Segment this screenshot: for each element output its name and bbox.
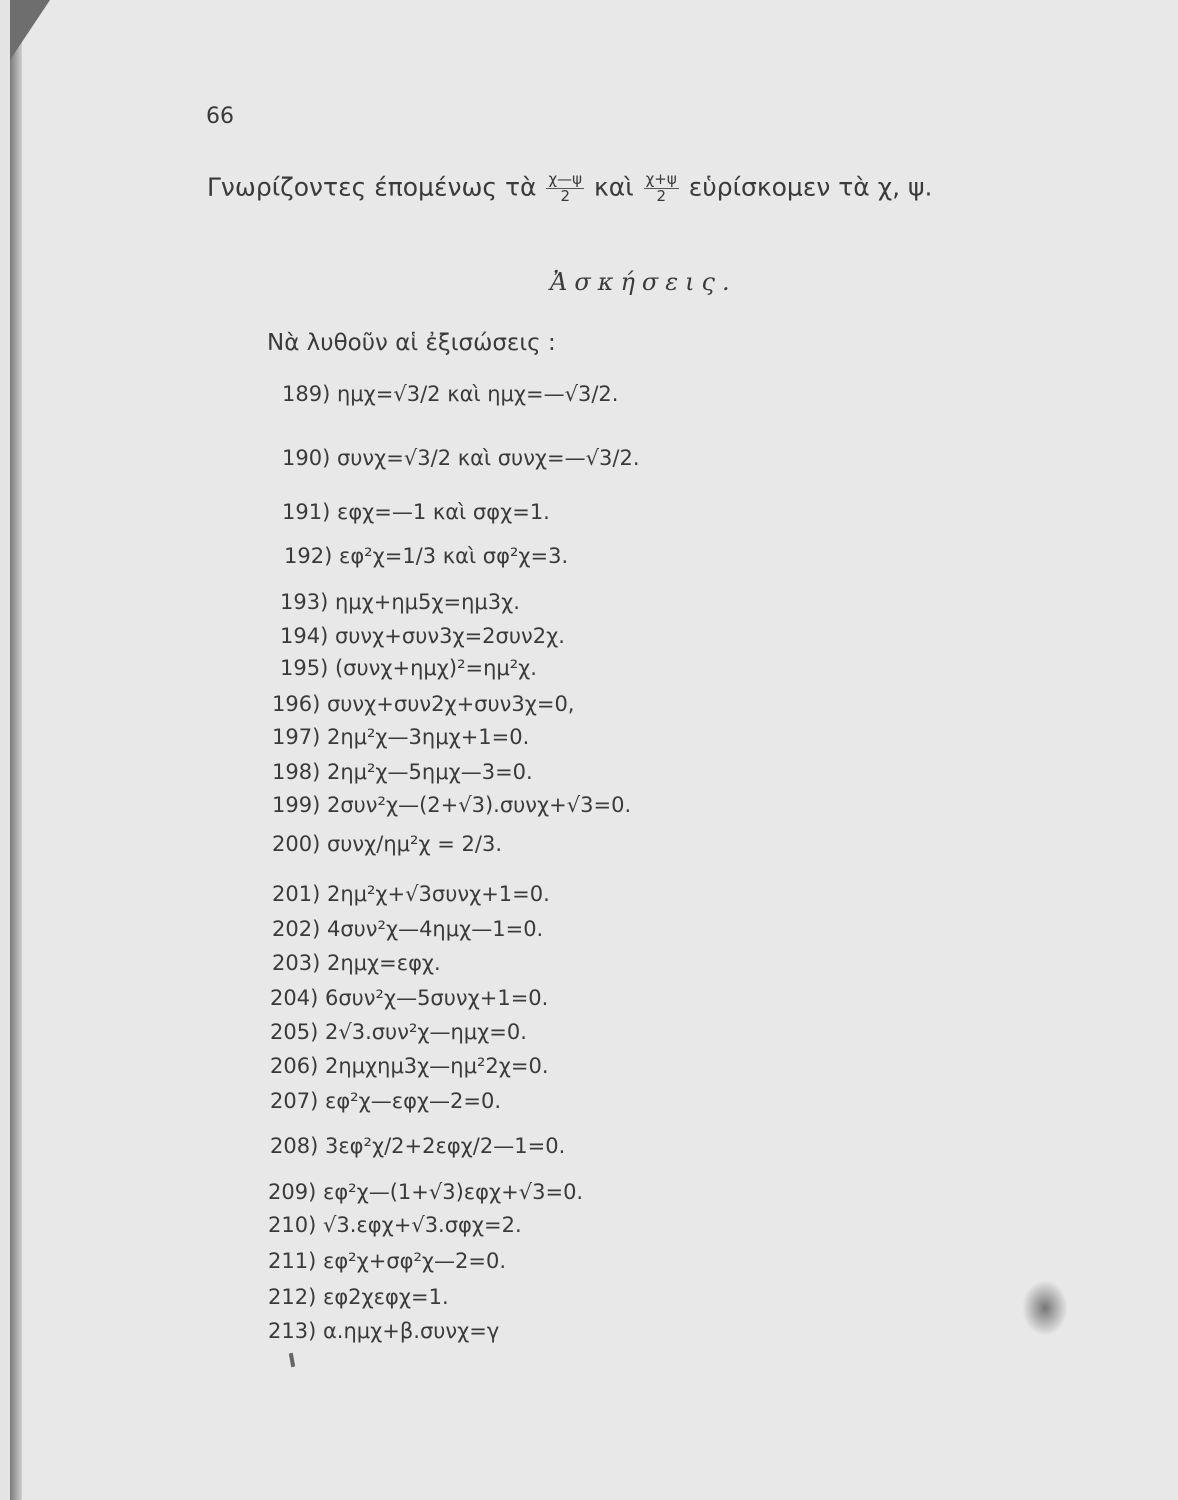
exercise-equation: 2√3.συν²χ—ημχ=0. (324, 1020, 527, 1044)
exercise-item (268, 1319, 499, 1343)
fraction-denominator: 2 (560, 186, 571, 205)
exercise-item (282, 382, 618, 406)
exercise-number: 197) (272, 725, 321, 749)
exercise-number: 203) (272, 951, 321, 975)
exercise-equation: 2ημ²χ+√3συνχ+1=0. (326, 882, 550, 906)
exercise-number: 191) (282, 500, 331, 524)
exercise-item (272, 760, 533, 784)
exercise-equation: ημχ+ημ5χ=ημ3χ. (334, 590, 520, 614)
exercise-number: 201) (272, 882, 321, 906)
exercise-item (270, 1089, 501, 1113)
exercise-item (272, 882, 550, 906)
exercise-item (280, 624, 565, 648)
exercise-item (272, 832, 502, 856)
exercise-item (284, 544, 568, 568)
exercise-equation: συνχ/ημ²χ = 2/3. (326, 832, 503, 856)
exercise-number: 194) (280, 624, 329, 648)
exercise-equation: εφ2χεφχ=1. (322, 1285, 449, 1309)
exercise-equation: ημχ=√3/2 καὶ ημχ=—√3/2. (336, 382, 619, 406)
page (10, 0, 1178, 1500)
exercise-item (282, 446, 640, 470)
exercise-equation: 2ημχημ3χ—ημ²2χ=0. (324, 1054, 549, 1078)
exercise-number: 209) (268, 1180, 317, 1204)
exercise-number: 190) (282, 446, 331, 470)
exercise-item (268, 1180, 583, 1204)
fraction-denominator: 2 (656, 186, 666, 205)
exercise-equation: εφ²χ—εφχ—2=0. (324, 1089, 502, 1113)
exercise-item (270, 1020, 527, 1044)
fraction-x-minus-psi (546, 172, 584, 205)
exercise-number: 193) (280, 590, 329, 614)
exercise-equation: 6συν²χ—5συνχ+1=0. (324, 986, 549, 1010)
ink-smudge (1022, 1280, 1068, 1336)
exercise-equation: εφ²χ=1/3 καὶ σφ²χ=3. (338, 544, 569, 568)
fraction-x-plus-psi (644, 172, 679, 205)
exercise-equation: συνχ+συν2χ+συν3χ=0, (326, 692, 575, 716)
exercise-number: 212) (268, 1285, 317, 1309)
exercise-number: 192) (284, 544, 333, 568)
page-edge-shadow (10, 0, 22, 1500)
exercise-number: 195) (280, 656, 329, 680)
exercise-equation: συνχ+συν3χ=2συν2χ. (334, 624, 565, 648)
exercise-equation: εφ²χ—(1+√3)εφχ+√3=0. (322, 1180, 584, 1204)
section-heading: Ἀσκήσεις. (550, 268, 737, 296)
exercise-equation: 2ημ²χ—5ημχ—3=0. (326, 760, 533, 784)
exercise-number: 207) (270, 1089, 319, 1113)
fraction-numerator: χ—ψ (548, 170, 583, 188)
exercise-number: 205) (270, 1020, 319, 1044)
exercise-item (272, 793, 631, 817)
exercise-equation: (συνχ+ημχ)²=ημ²χ. (334, 656, 537, 680)
exercise-item (268, 1249, 506, 1273)
exercise-number: 199) (272, 793, 321, 817)
exercise-item (270, 1134, 565, 1158)
exercise-equation: εφχ=—1 καὶ σφχ=1. (336, 500, 550, 524)
intro-and: καὶ (594, 172, 634, 202)
intro-line (207, 172, 933, 205)
exercise-item (272, 692, 574, 716)
exercise-equation: συνχ=√3/2 καὶ συνχ=—√3/2. (336, 446, 640, 470)
exercise-item (270, 986, 548, 1010)
exercise-item (272, 917, 543, 941)
exercise-item (270, 1054, 549, 1078)
exercise-number: 204) (270, 986, 319, 1010)
exercise-equation: √3.εφχ+√3.σφχ=2. (322, 1213, 522, 1237)
exercise-item (268, 1285, 449, 1309)
exercise-number: 210) (268, 1213, 317, 1237)
exercise-item (280, 590, 520, 614)
section-subheading: Νὰ λυθοῦν αἱ ἐξισώσεις : (267, 330, 556, 356)
exercise-item (280, 656, 537, 680)
exercise-number: 202) (272, 917, 321, 941)
exercise-number: 200) (272, 832, 321, 856)
exercise-equation: α.ημχ+β.συνχ=γ (322, 1319, 500, 1343)
exercise-equation: 2συν²χ—(2+√3).συνχ+√3=0. (326, 793, 632, 817)
exercise-number: 213) (268, 1319, 317, 1343)
fraction-numerator: χ+ψ (645, 170, 677, 188)
pencil-mark (289, 1353, 295, 1367)
exercise-item (268, 1213, 522, 1237)
exercise-item (272, 725, 529, 749)
intro-text-after: εὑρίσκομεν τὰ χ, ψ. (688, 172, 933, 202)
exercise-equation: 2ημ²χ—3ημχ+1=0. (326, 725, 530, 749)
exercise-equation: 2ημχ=εφχ. (326, 951, 441, 975)
exercise-number: 189) (282, 382, 331, 406)
exercise-equation: εφ²χ+σφ²χ—2=0. (322, 1249, 507, 1273)
exercise-equation: 4συν²χ—4ημχ—1=0. (326, 917, 544, 941)
intro-text-before: Γνωρίζοντες έπομένως τὰ (207, 172, 537, 202)
exercise-number: 211) (268, 1249, 317, 1273)
exercise-number: 196) (272, 692, 321, 716)
exercise-number: 206) (270, 1054, 319, 1078)
exercise-item (272, 951, 441, 975)
page-corner-shadow (10, 0, 50, 60)
exercise-equation: 3εφ²χ/2+2εφχ/2—1=0. (324, 1134, 566, 1158)
exercise-item (282, 500, 550, 524)
exercise-number: 198) (272, 760, 321, 784)
exercise-number: 208) (270, 1134, 319, 1158)
page-number: 66 (206, 104, 234, 129)
